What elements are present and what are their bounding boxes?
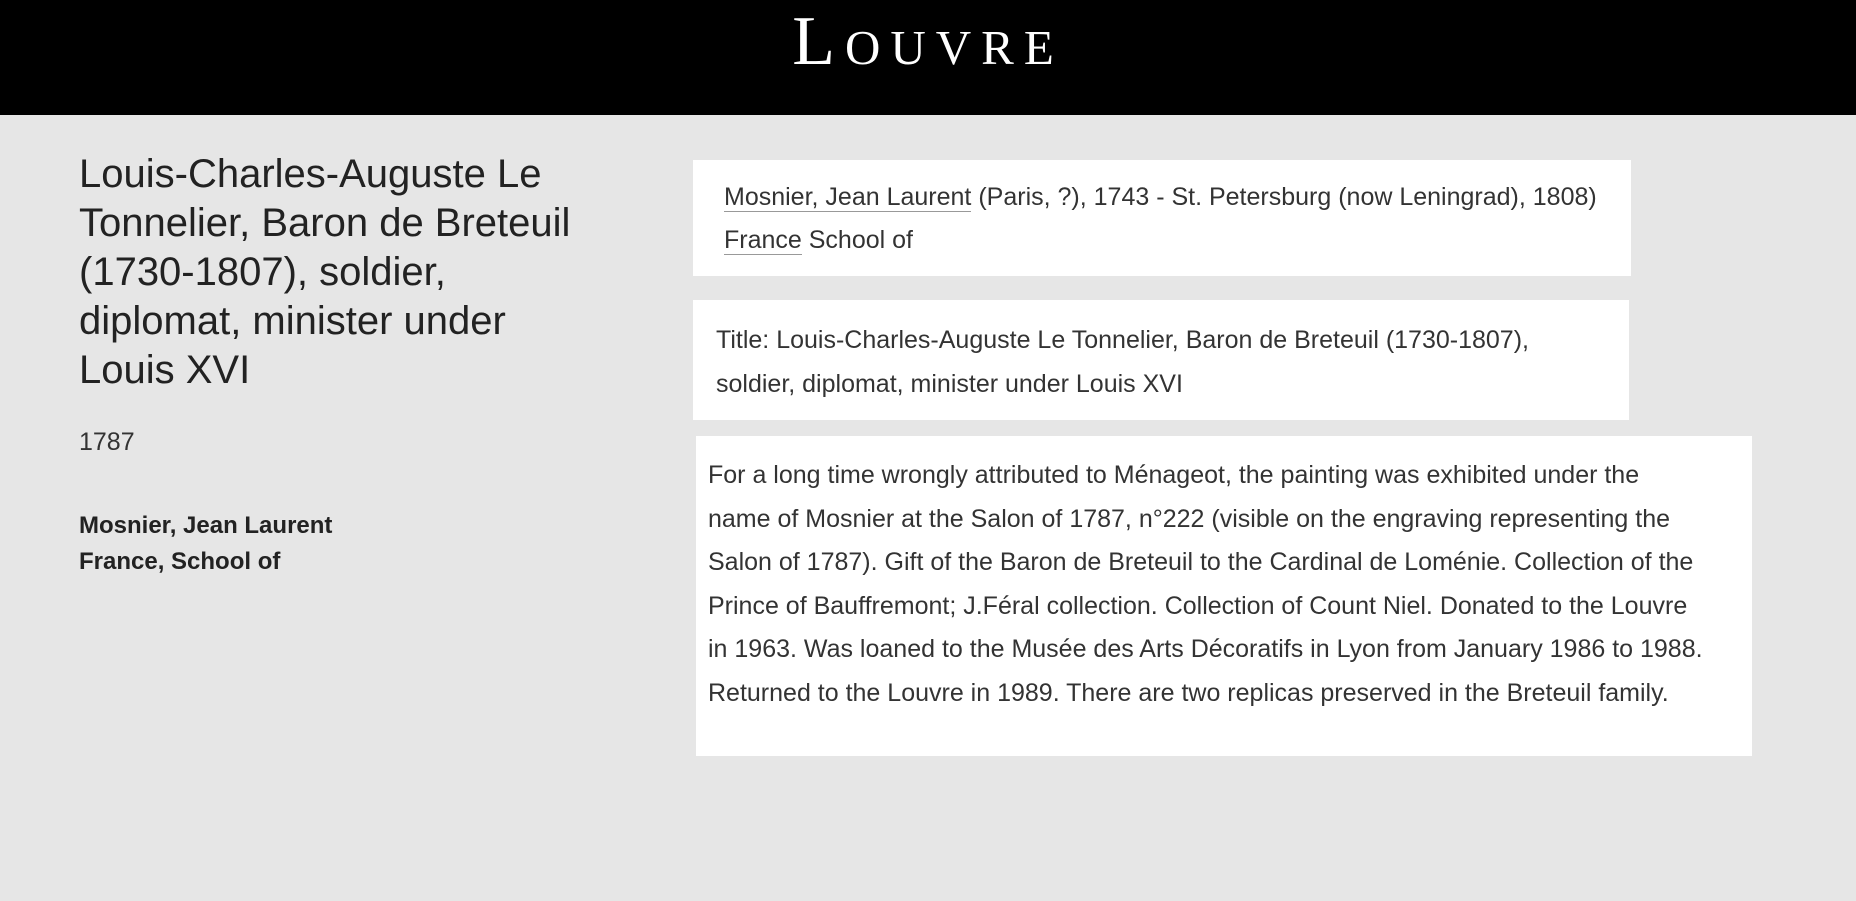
artwork-date: 1787	[79, 428, 135, 456]
title-card-text: Title: Louis-Charles-Auguste Le Tonnelier, Baron de Breteuil (1730-1807), soldier, diplomat, minister under Louis XVI	[716, 326, 1529, 398]
artist-details: (Paris, ?), 1743 - St. Petersburg (now Leningrad), 1808)	[971, 183, 1597, 211]
louvre-logo[interactable]: Louvre	[792, 3, 1064, 80]
artwork-title: Louis-Charles-Auguste Le Tonnelier, Baron de Breteuil (1730-1807), soldier, diplomat, minister under Louis XVI	[79, 152, 571, 392]
artist-name: Mosnier, Jean Laurent	[79, 512, 333, 539]
description-text: For a long time wrongly attributed to Ménageot, the painting was exhibited under the name of Mosnier at the Salon of 1787, n°222 (visible on the engraving representing the Salon of 1787). Gift of the Baron de Breteuil to the Cardinal de Loménie. Collection of the Prince of Bauffremont; J.Féral collection. Collection of Count Niel. Donated to the Louvre in 1963. Was loaned to the Musée des Arts Décoratifs in Lyon from January 1986 to 1988. Returned to the Louvre in 1989. There are two replicas preserved in the Breteuil family.	[708, 461, 1703, 707]
artist-line	[724, 176, 1600, 219]
artwork-attribution	[79, 508, 332, 580]
artist-school: France, School of	[79, 548, 281, 575]
title-card	[693, 300, 1629, 420]
school-line	[724, 219, 1600, 262]
school-suffix: School of	[801, 226, 913, 254]
artist-card	[693, 160, 1631, 276]
artist-link[interactable]: Mosnier, Jean Laurent	[724, 183, 972, 211]
school-link[interactable]: France	[724, 226, 802, 254]
description-card	[696, 436, 1752, 756]
site-header	[0, 0, 1856, 115]
